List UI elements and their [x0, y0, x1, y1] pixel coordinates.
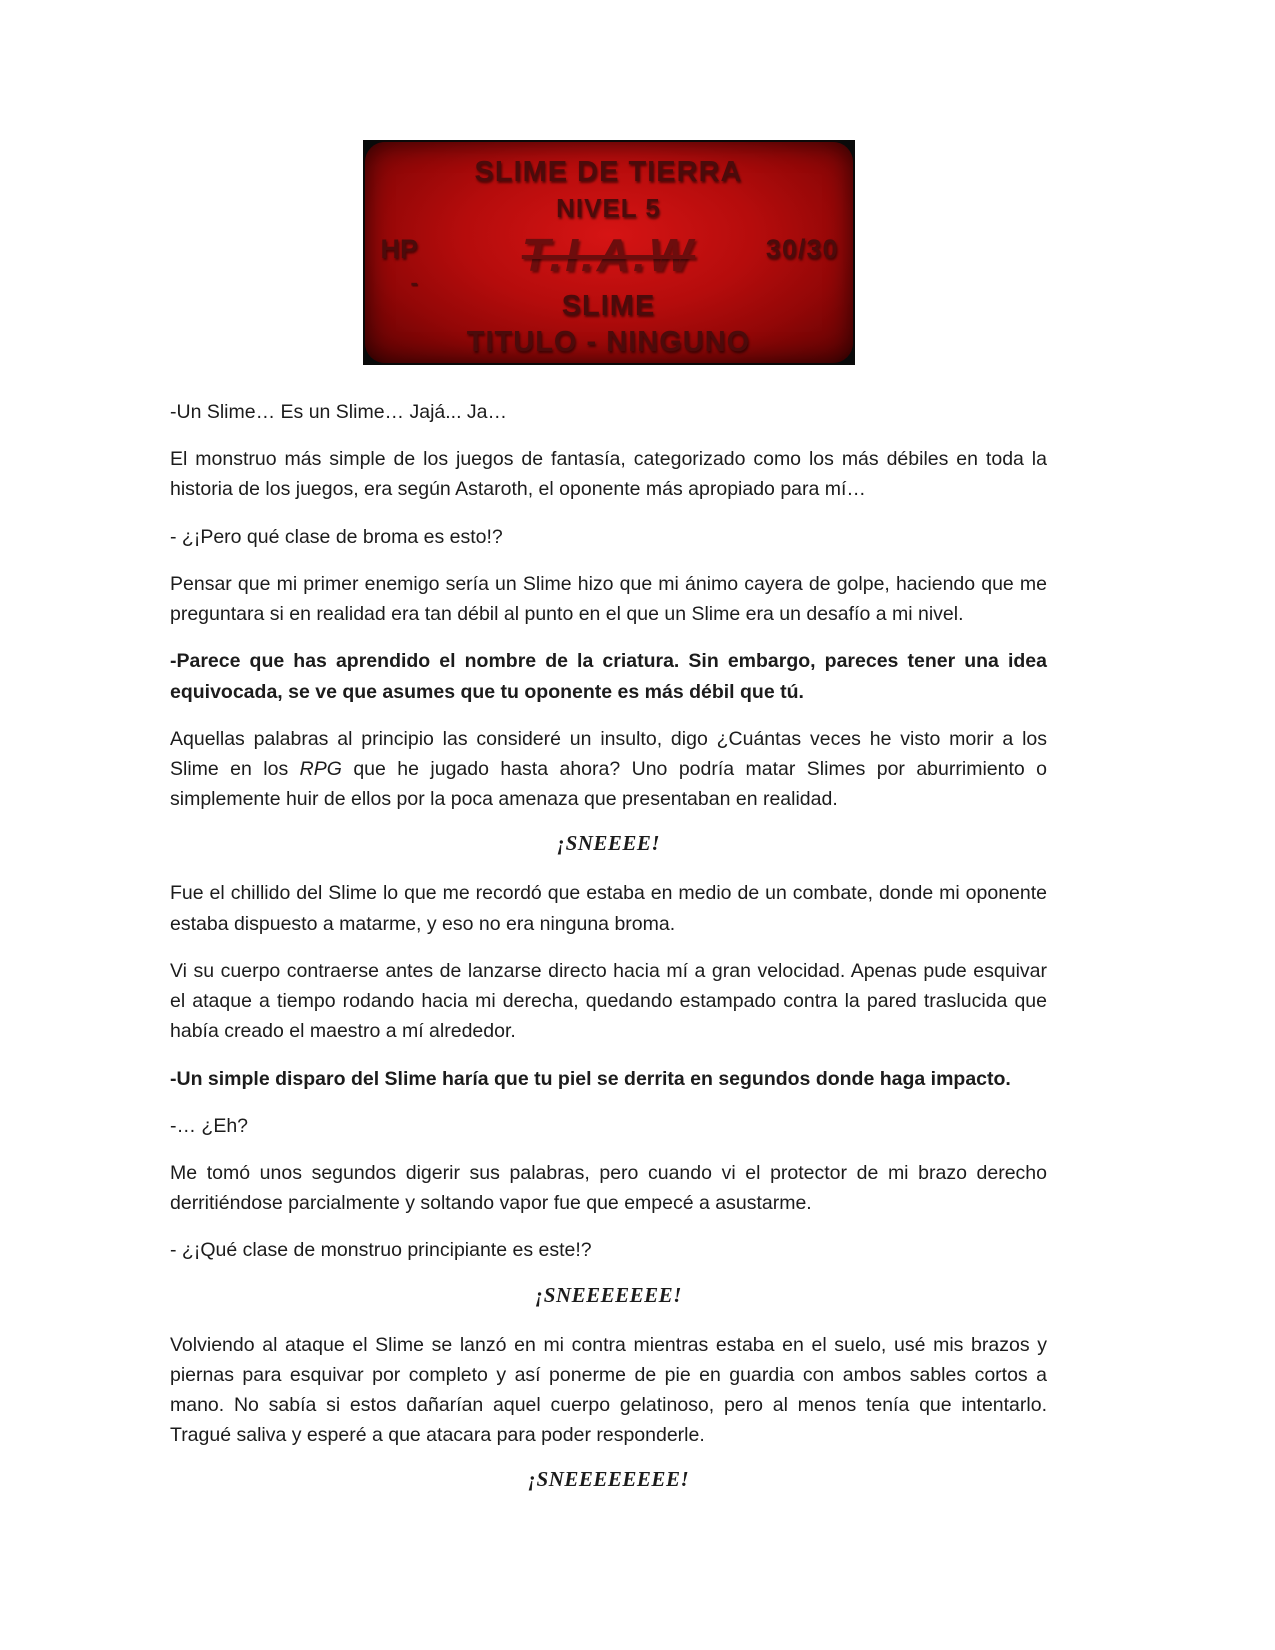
- watermark-text: T.I.A.W: [521, 229, 696, 281]
- status-card-wrapper: [170, 140, 1047, 365]
- monster-level: NIVEL 5: [556, 193, 661, 223]
- paragraph: Me tomó unos segundos digerir sus palabras, pero cuando vi el protector de mi brazo derecho derritiéndose parcialmente y soltando vapor fue que empecé a asustarme.: [170, 1161, 1047, 1215]
- paragraph-bold: -Parece que has aprendido el nombre de la criatura. Sin embargo, pareces tener una idea equivocada, se ve que asumes que tu oponente es más débil que tú.: [170, 650, 1047, 703]
- sound-effect: ¡SNEEEEEEE!: [535, 1282, 682, 1307]
- paragraph: - ¿¡Qué clase de monstruo principiante es este!?: [170, 1239, 592, 1262]
- monster-title-line: TITULO - NINGUNO: [466, 326, 751, 358]
- paragraph: - ¿¡Pero qué clase de broma es esto!?: [170, 525, 503, 548]
- status-card: [363, 140, 855, 365]
- paragraph: Fue el chillido del Slime lo que me recordó que estaba en medio de un combate, donde mi oponente estaba dispuesto a matarme, y eso no era ninguna broma.: [170, 882, 1047, 935]
- paragraph-text: que he jugado hasta ahora? Uno podría matar Slimes por aburrimiento o simplemente huir de ellos por la poca amenaza que presentaban en realidad.: [170, 757, 1047, 811]
- paragraph-bold: -Un simple disparo del Slime haría que tu piel se derrita en segundos donde haga impacto.: [170, 1067, 1011, 1090]
- paragraph: -… ¿Eh?: [170, 1114, 249, 1137]
- monster-name: SLIME DE TIERRA: [474, 156, 743, 188]
- paragraph: Pensar que mi primer enemigo sería un Slime hizo que mi ánimo cayera de golpe, haciendo que me preguntara si en realidad era tan débil al punto en el que un Slime era un desafío a mi nivel.: [170, 572, 1047, 626]
- monster-species: SLIME: [561, 290, 656, 322]
- status-card-panel: [365, 142, 853, 363]
- paragraph: Vi su cuerpo contraerse antes de lanzarse directo hacia mí a gran velocidad. Apenas pude esquivar el ataque a tiempo rodando hacia mi derecha, quedando estampado contra la pared traslucida que había creado el maestro a mí alrededor.: [170, 959, 1047, 1043]
- paragraph: El monstruo más simple de los juegos de fantasía, categorizado como los más débiles en toda la historia de los juegos, era según Astaroth, el oponente más apropiado para mí…: [170, 448, 1047, 501]
- sound-effect: ¡SNEEEEEEEE!: [527, 1467, 690, 1492]
- hp-row: [365, 226, 853, 295]
- paragraph: [170, 724, 1047, 815]
- document-content: [170, 140, 1047, 1492]
- hp-label: HP: [380, 234, 419, 264]
- sound-effect: ¡SNEEEE!: [556, 831, 661, 856]
- hp-value: 30/30: [765, 234, 839, 264]
- paragraph-text: Aquellas palabras al principio las consideré un insulto, digo ¿Cuántas veces he visto morir a los Slime en los: [170, 727, 1047, 780]
- italic-term: RPG: [299, 757, 342, 780]
- paragraph: Volviendo al ataque el Slime se lanzó en mi contra mientras estaba en el suelo, usé mis brazos y piernas para esquivar por completo y así ponerme de pie en guardia con ambos sables cortos a mano. No sabía si estos dañarían aquel cuerpo gelatinoso, pero al menos tenía que intentarlo. Tragué saliva y esperé a que atacara para poder responderle.: [170, 1333, 1047, 1447]
- hp-dash: -: [410, 270, 418, 295]
- paragraph: -Un Slime… Es un Slime… Jajá... Ja…: [170, 401, 508, 423]
